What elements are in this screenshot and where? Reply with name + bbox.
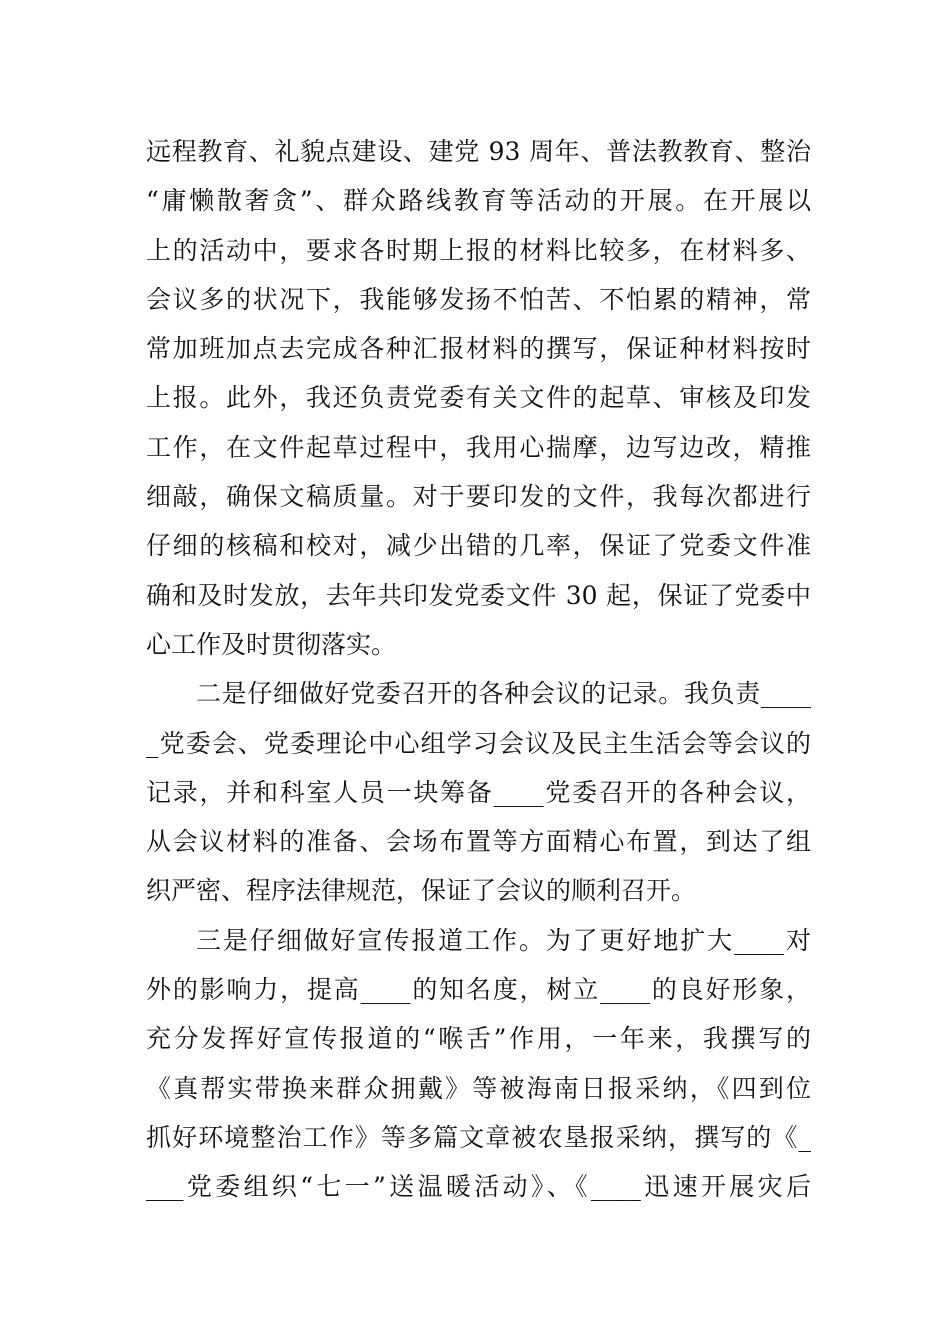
text-line: 《真帮实带换来群众拥戴》等被海南日报采纳，《四到位 <box>146 1073 811 1103</box>
text-line: 记录，并和科室人员一块筹备____党委召开的各种会议， <box>146 777 811 807</box>
text-line: 上的活动中，要求各时期上报的材料比较多，在材料多、 <box>146 235 811 265</box>
text-line: “庸懒散奢贪”、群众路线教育等活动的开展。在开展以 <box>146 186 811 216</box>
text-line: 仔细的核稿和校对，减少出错的几率，保证了党委文件准 <box>146 531 811 561</box>
text-line: 会议多的状况下，我能够发扬不怕苦、不怕累的精神，常 <box>146 284 811 314</box>
text-line: 常加班加点去完成各种汇报材料的撰写，保证种材料按时 <box>146 334 811 364</box>
text-line: 充分发挥好宣传报道的“喉舌”作用，一年来，我撰写的 <box>146 1024 811 1054</box>
paragraph-end-line: 心工作及时贯彻落实。 <box>146 629 397 659</box>
text-line: 外的影响力，提高____的知名度，树立____的良好形象， <box>146 975 811 1005</box>
text-line: 远程教育、礼貌点建设、建党 93 周年、普法教教育、整治 <box>146 137 811 166</box>
text-line: 工作，在文件起草过程中，我用心揣摩，边写边改，精推 <box>146 432 811 462</box>
paragraph-end-line: 织严密、程序法律规范，保证了会议的顺利召开。 <box>146 876 697 906</box>
document-body <box>146 127 811 1212</box>
text-line: 确和及时发放，去年共印发党委文件 30 起，保证了党委中 <box>146 580 811 610</box>
text-line: 上报。此外，我还负责党委有关文件的起草、审核及印发 <box>146 383 811 413</box>
text-line: ___党委组织“七一”送温暖活动》、《____迅速开展灾后 <box>146 1172 811 1202</box>
paragraph-start-line: 二是仔细做好党委召开的各种会议的记录。我负责____ <box>196 679 811 709</box>
text-line: 抓好环境整治工作》等多篇文章被农垦报采纳，撰写的《_ <box>146 1122 811 1152</box>
text-line: _党委会、党委理论中心组学习会议及民主生活会等会议的 <box>146 728 811 758</box>
text-line: 从会议材料的准备、会场布置等方面精心布置，到达了组 <box>146 827 811 857</box>
text-line: 细敲，确保文稿质量。对于要印发的文件，我每次都进行 <box>146 482 811 512</box>
paragraph-start-line: 三是仔细做好宣传报道工作。为了更好地扩大____对 <box>196 925 811 955</box>
